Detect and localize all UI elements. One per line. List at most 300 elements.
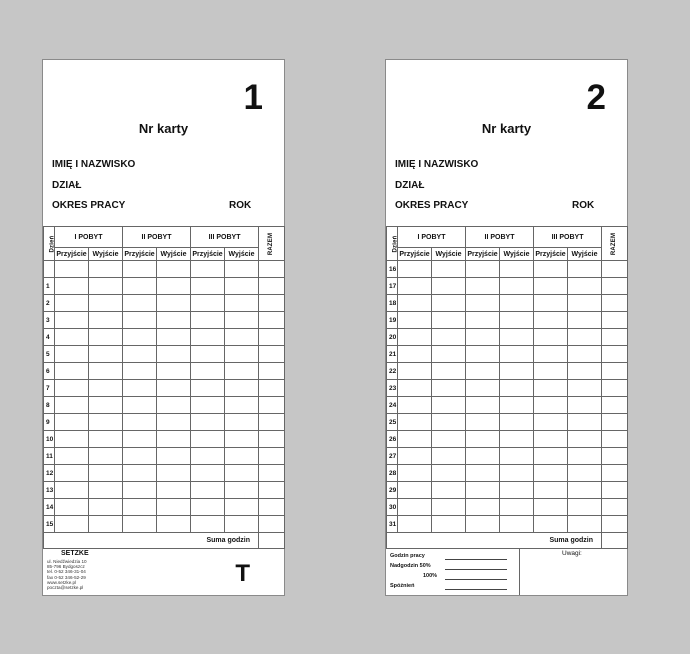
time-entry-cell[interactable] xyxy=(89,499,123,516)
time-entry-cell[interactable] xyxy=(191,329,225,346)
time-entry-cell[interactable] xyxy=(466,329,500,346)
time-entry-cell[interactable] xyxy=(55,465,89,482)
time-entry-cell[interactable] xyxy=(259,295,285,312)
time-entry-cell[interactable] xyxy=(55,329,89,346)
stay-header: II POBYT xyxy=(123,227,191,248)
time-card-1 xyxy=(42,59,285,596)
time-entry-cell[interactable] xyxy=(191,346,225,363)
address-line: ul. Niedźwiedzia 10 xyxy=(47,559,87,564)
exit-time-header: Wyjście xyxy=(432,248,466,261)
time-entry-cell[interactable] xyxy=(466,482,500,499)
time-entry-cell[interactable] xyxy=(466,431,500,448)
time-entry-cell[interactable] xyxy=(568,363,602,380)
time-entry-cell[interactable] xyxy=(568,499,602,516)
day-number: 22 xyxy=(387,363,398,380)
time-entry-cell[interactable] xyxy=(432,312,466,329)
stay-header: III POBYT xyxy=(534,227,602,248)
time-entry-cell[interactable] xyxy=(398,414,432,431)
time-entry-cell[interactable] xyxy=(398,261,432,278)
time-entry-cell[interactable] xyxy=(259,346,285,363)
time-entry-cell[interactable] xyxy=(466,363,500,380)
time-entry-cell[interactable] xyxy=(259,380,285,397)
year-field-label: ROK xyxy=(229,200,252,211)
card-number: 2 xyxy=(586,78,606,117)
time-entry-cell[interactable] xyxy=(123,516,157,533)
time-entry-cell[interactable] xyxy=(534,431,568,448)
time-entry-cell[interactable] xyxy=(534,414,568,431)
time-entry-cell[interactable] xyxy=(602,278,628,295)
attendance-table xyxy=(43,226,285,549)
time-entry-cell[interactable] xyxy=(602,414,628,431)
time-entry-cell[interactable] xyxy=(500,312,534,329)
day-number: 24 xyxy=(387,397,398,414)
time-entry-cell[interactable] xyxy=(432,516,466,533)
time-entry-cell[interactable] xyxy=(157,312,191,329)
work-period-field-label: OKRES PRACY xyxy=(395,200,469,211)
time-entry-cell[interactable] xyxy=(89,312,123,329)
day-number: 25 xyxy=(387,414,398,431)
time-entry-cell[interactable] xyxy=(500,261,534,278)
time-entry-cell[interactable] xyxy=(191,312,225,329)
entry-time-header: Przyjście xyxy=(55,248,89,261)
time-entry-cell[interactable] xyxy=(55,414,89,431)
hours-summary-box xyxy=(386,548,520,595)
time-entry-cell[interactable] xyxy=(89,516,123,533)
time-entry-cell[interactable] xyxy=(398,397,432,414)
entry-time-header: Przyjście xyxy=(398,248,432,261)
time-entry-cell[interactable] xyxy=(157,380,191,397)
time-entry-cell[interactable] xyxy=(534,312,568,329)
overtime-50-label: Nadgodzin 50% xyxy=(390,563,431,569)
time-entry-cell[interactable] xyxy=(432,431,466,448)
time-entry-cell[interactable] xyxy=(55,431,89,448)
time-entry-cell[interactable] xyxy=(55,499,89,516)
year-field-label: ROK xyxy=(572,200,595,211)
time-entry-cell[interactable] xyxy=(534,465,568,482)
day-number: 21 xyxy=(387,346,398,363)
day-number: 15 xyxy=(44,516,55,533)
time-entry-cell[interactable] xyxy=(602,465,628,482)
time-entry-cell[interactable] xyxy=(466,465,500,482)
time-entry-cell[interactable] xyxy=(123,346,157,363)
time-entry-cell[interactable] xyxy=(55,363,89,380)
time-entry-cell[interactable] xyxy=(466,499,500,516)
time-entry-cell[interactable] xyxy=(568,465,602,482)
time-entry-cell[interactable] xyxy=(602,329,628,346)
time-entry-cell[interactable] xyxy=(568,312,602,329)
day-number: 14 xyxy=(44,499,55,516)
form-letter-mark: T xyxy=(235,560,250,587)
day-number: 28 xyxy=(387,465,398,482)
time-entry-cell[interactable] xyxy=(225,329,259,346)
time-entry-cell[interactable] xyxy=(225,482,259,499)
day-number: 12 xyxy=(44,465,55,482)
time-entry-cell[interactable] xyxy=(157,295,191,312)
time-entry-cell[interactable] xyxy=(398,482,432,499)
time-entry-cell[interactable] xyxy=(432,414,466,431)
time-entry-cell[interactable] xyxy=(225,465,259,482)
time-entry-cell[interactable] xyxy=(432,346,466,363)
name-field-label: IMIĘ I NAZWISKO xyxy=(52,159,136,170)
time-entry-cell[interactable] xyxy=(123,380,157,397)
time-entry-cell[interactable] xyxy=(225,363,259,380)
stay-header: I POBYT xyxy=(55,227,123,248)
blank-cell xyxy=(89,261,123,278)
time-entry-cell[interactable] xyxy=(191,363,225,380)
time-entry-cell[interactable] xyxy=(398,465,432,482)
time-entry-cell[interactable] xyxy=(89,346,123,363)
address-line: fax 0-52 346-52-29 xyxy=(47,574,86,580)
time-entry-cell[interactable] xyxy=(534,329,568,346)
day-number: 5 xyxy=(44,346,55,363)
time-entry-cell[interactable] xyxy=(500,397,534,414)
time-entry-cell[interactable] xyxy=(602,431,628,448)
time-entry-cell[interactable] xyxy=(466,261,500,278)
time-entry-cell[interactable] xyxy=(191,499,225,516)
sum-hours-cell[interactable] xyxy=(259,533,285,549)
day-number: 18 xyxy=(387,295,398,312)
time-entry-cell[interactable] xyxy=(89,431,123,448)
address-line: tel. 0-52 346-31-04 xyxy=(47,569,86,575)
late-label: Spóźnień xyxy=(390,583,415,589)
day-number: 3 xyxy=(44,312,55,329)
time-entry-cell[interactable] xyxy=(534,278,568,295)
time-entry-cell[interactable] xyxy=(123,278,157,295)
time-entry-cell[interactable] xyxy=(500,295,534,312)
time-entry-cell[interactable] xyxy=(568,380,602,397)
time-entry-cell[interactable] xyxy=(432,278,466,295)
time-entry-cell[interactable] xyxy=(259,499,285,516)
time-entry-cell[interactable] xyxy=(55,516,89,533)
card-footer xyxy=(43,548,284,595)
time-entry-cell[interactable] xyxy=(500,465,534,482)
blank-cell xyxy=(191,261,225,278)
exit-time-header: Wyjście xyxy=(157,248,191,261)
time-entry-cell[interactable] xyxy=(259,397,285,414)
time-entry-cell[interactable] xyxy=(259,363,285,380)
day-number: 2 xyxy=(44,295,55,312)
time-entry-cell[interactable] xyxy=(500,329,534,346)
time-entry-cell[interactable] xyxy=(432,482,466,499)
time-entry-cell[interactable] xyxy=(432,363,466,380)
department-field-label: DZIAŁ xyxy=(52,180,82,191)
stay-header: II POBYT xyxy=(466,227,534,248)
day-number: 26 xyxy=(387,431,398,448)
time-entry-cell[interactable] xyxy=(432,499,466,516)
time-entry-cell[interactable] xyxy=(534,397,568,414)
day-number: 31 xyxy=(387,516,398,533)
time-entry-cell[interactable] xyxy=(89,363,123,380)
time-entry-cell[interactable] xyxy=(225,346,259,363)
day-number: 6 xyxy=(44,363,55,380)
time-entry-cell[interactable] xyxy=(398,431,432,448)
time-entry-cell[interactable] xyxy=(157,346,191,363)
time-entry-cell[interactable] xyxy=(55,380,89,397)
day-number: 8 xyxy=(44,397,55,414)
time-entry-cell[interactable] xyxy=(89,278,123,295)
stay-header: I POBYT xyxy=(398,227,466,248)
time-entry-cell[interactable] xyxy=(225,414,259,431)
time-entry-cell[interactable] xyxy=(466,397,500,414)
time-entry-cell[interactable] xyxy=(500,380,534,397)
sum-hours-label: Suma godzin xyxy=(44,533,259,549)
time-entry-cell[interactable] xyxy=(89,329,123,346)
work-period-field-label: OKRES PRACY xyxy=(52,200,126,211)
time-entry-cell[interactable] xyxy=(225,397,259,414)
time-entry-cell[interactable] xyxy=(225,516,259,533)
time-entry-cell[interactable] xyxy=(398,346,432,363)
time-entry-cell[interactable] xyxy=(259,278,285,295)
exit-time-header: Wyjście xyxy=(568,248,602,261)
time-entry-cell[interactable] xyxy=(225,295,259,312)
time-entry-cell[interactable] xyxy=(123,397,157,414)
time-entry-cell[interactable] xyxy=(398,363,432,380)
day-column-header: Dzień xyxy=(44,227,55,261)
time-entry-cell[interactable] xyxy=(157,465,191,482)
total-column-header: RAZEM xyxy=(259,227,285,261)
time-entry-cell[interactable] xyxy=(398,295,432,312)
time-entry-cell[interactable] xyxy=(191,397,225,414)
entry-time-header: Przyjście xyxy=(191,248,225,261)
time-entry-cell[interactable] xyxy=(89,397,123,414)
time-entry-cell[interactable] xyxy=(568,261,602,278)
time-entry-cell[interactable] xyxy=(432,329,466,346)
address-line: 85-796 Bydgoszcz xyxy=(47,564,85,570)
time-entry-cell[interactable] xyxy=(466,295,500,312)
address-line: poczta@setzke.pl xyxy=(47,585,84,591)
overtime-100-label: 100% xyxy=(423,573,438,579)
time-entry-cell[interactable] xyxy=(398,380,432,397)
time-entry-cell[interactable] xyxy=(191,295,225,312)
time-entry-cell[interactable] xyxy=(55,278,89,295)
card-number-label: Nr karty xyxy=(481,121,532,136)
time-entry-cell[interactable] xyxy=(225,312,259,329)
time-entry-cell[interactable] xyxy=(568,482,602,499)
time-entry-cell[interactable] xyxy=(55,295,89,312)
time-entry-cell[interactable] xyxy=(500,516,534,533)
time-entry-cell[interactable] xyxy=(568,431,602,448)
time-entry-cell[interactable] xyxy=(534,295,568,312)
time-entry-cell[interactable] xyxy=(89,482,123,499)
time-entry-cell[interactable] xyxy=(259,329,285,346)
time-entry-cell[interactable] xyxy=(398,516,432,533)
time-entry-cell[interactable] xyxy=(534,363,568,380)
time-entry-cell[interactable] xyxy=(191,516,225,533)
time-entry-cell[interactable] xyxy=(500,431,534,448)
exit-time-header: Wyjście xyxy=(89,248,123,261)
time-entry-cell[interactable] xyxy=(89,448,123,465)
time-entry-cell[interactable] xyxy=(55,397,89,414)
time-entry-cell[interactable] xyxy=(432,261,466,278)
time-entry-cell[interactable] xyxy=(123,465,157,482)
time-entry-cell[interactable] xyxy=(89,295,123,312)
time-entry-cell[interactable] xyxy=(534,516,568,533)
time-entry-cell[interactable] xyxy=(157,278,191,295)
time-entry-cell[interactable] xyxy=(157,363,191,380)
time-entry-cell[interactable] xyxy=(123,312,157,329)
time-entry-cell[interactable] xyxy=(225,278,259,295)
time-entry-cell[interactable] xyxy=(534,482,568,499)
time-entry-cell[interactable] xyxy=(398,312,432,329)
time-entry-cell[interactable] xyxy=(123,363,157,380)
time-entry-cell[interactable] xyxy=(89,465,123,482)
time-entry-cell[interactable] xyxy=(123,295,157,312)
time-entry-cell[interactable] xyxy=(602,482,628,499)
time-entry-cell[interactable] xyxy=(568,414,602,431)
time-entry-cell[interactable] xyxy=(568,448,602,465)
time-entry-cell[interactable] xyxy=(568,295,602,312)
time-entry-cell[interactable] xyxy=(602,312,628,329)
time-entry-cell[interactable] xyxy=(398,329,432,346)
blank-cell xyxy=(157,261,191,278)
time-entry-cell[interactable] xyxy=(55,312,89,329)
time-entry-cell[interactable] xyxy=(55,346,89,363)
time-entry-cell[interactable] xyxy=(568,278,602,295)
time-entry-cell[interactable] xyxy=(191,380,225,397)
day-number: 19 xyxy=(387,312,398,329)
time-entry-cell[interactable] xyxy=(157,329,191,346)
time-entry-cell[interactable] xyxy=(500,448,534,465)
time-entry-cell[interactable] xyxy=(432,448,466,465)
day-number: 11 xyxy=(44,448,55,465)
time-entry-cell[interactable] xyxy=(432,397,466,414)
time-entry-cell[interactable] xyxy=(123,431,157,448)
day-number: 30 xyxy=(387,499,398,516)
time-entry-cell[interactable] xyxy=(534,448,568,465)
time-entry-cell[interactable] xyxy=(398,278,432,295)
time-entry-cell[interactable] xyxy=(432,295,466,312)
day-number: 4 xyxy=(44,329,55,346)
time-entry-cell[interactable] xyxy=(89,414,123,431)
time-entry-cell[interactable] xyxy=(225,380,259,397)
time-entry-cell[interactable] xyxy=(157,397,191,414)
time-entry-cell[interactable] xyxy=(500,278,534,295)
time-entry-cell[interactable] xyxy=(259,448,285,465)
time-entry-cell[interactable] xyxy=(602,346,628,363)
time-entry-cell[interactable] xyxy=(225,499,259,516)
time-entry-cell[interactable] xyxy=(191,465,225,482)
day-number: 17 xyxy=(387,278,398,295)
time-entry-cell[interactable] xyxy=(123,448,157,465)
time-entry-cell[interactable] xyxy=(157,431,191,448)
exit-time-header: Wyjście xyxy=(500,248,534,261)
time-entry-cell[interactable] xyxy=(534,380,568,397)
time-entry-cell[interactable] xyxy=(534,261,568,278)
exit-time-header: Wyjście xyxy=(225,248,259,261)
time-entry-cell[interactable] xyxy=(500,346,534,363)
time-entry-cell[interactable] xyxy=(534,346,568,363)
time-entry-cell[interactable] xyxy=(157,414,191,431)
time-entry-cell[interactable] xyxy=(191,431,225,448)
time-entry-cell[interactable] xyxy=(466,448,500,465)
time-entry-cell[interactable] xyxy=(602,295,628,312)
time-entry-cell[interactable] xyxy=(466,414,500,431)
time-entry-cell[interactable] xyxy=(259,482,285,499)
time-entry-cell[interactable] xyxy=(259,431,285,448)
time-entry-cell[interactable] xyxy=(534,499,568,516)
entry-time-header: Przyjście xyxy=(534,248,568,261)
time-entry-cell[interactable] xyxy=(602,261,628,278)
time-entry-cell[interactable] xyxy=(568,329,602,346)
company-name: SETZKE xyxy=(61,550,89,557)
day-number: 23 xyxy=(387,380,398,397)
time-entry-cell[interactable] xyxy=(55,448,89,465)
blank-cell xyxy=(44,261,55,278)
time-entry-cell[interactable] xyxy=(500,499,534,516)
time-entry-cell[interactable] xyxy=(568,397,602,414)
time-entry-cell[interactable] xyxy=(432,465,466,482)
time-entry-cell[interactable] xyxy=(225,431,259,448)
department-field-label: DZIAŁ xyxy=(395,180,425,191)
time-entry-cell[interactable] xyxy=(602,516,628,533)
stay-header: III POBYT xyxy=(191,227,259,248)
time-entry-cell[interactable] xyxy=(259,516,285,533)
time-entry-cell[interactable] xyxy=(602,380,628,397)
time-entry-cell[interactable] xyxy=(602,363,628,380)
time-entry-cell[interactable] xyxy=(466,516,500,533)
time-entry-cell[interactable] xyxy=(191,278,225,295)
time-entry-cell[interactable] xyxy=(259,414,285,431)
card-number: 1 xyxy=(243,78,263,117)
time-entry-cell[interactable] xyxy=(500,482,534,499)
day-number: 1 xyxy=(44,278,55,295)
time-entry-cell[interactable] xyxy=(157,448,191,465)
address-line: www.setzke.pl xyxy=(47,579,77,585)
blank-cell xyxy=(123,261,157,278)
time-entry-cell[interactable] xyxy=(157,499,191,516)
time-entry-cell[interactable] xyxy=(466,380,500,397)
time-entry-cell[interactable] xyxy=(602,499,628,516)
name-field-label: IMIĘ I NAZWISKO xyxy=(395,159,479,170)
time-entry-cell[interactable] xyxy=(602,397,628,414)
time-entry-cell[interactable] xyxy=(123,482,157,499)
time-entry-cell[interactable] xyxy=(191,482,225,499)
day-number: 7 xyxy=(44,380,55,397)
time-entry-cell[interactable] xyxy=(602,448,628,465)
time-entry-cell[interactable] xyxy=(398,448,432,465)
time-entry-cell[interactable] xyxy=(191,448,225,465)
time-entry-cell[interactable] xyxy=(568,516,602,533)
time-entry-cell[interactable] xyxy=(89,380,123,397)
sum-hours-label: Suma godzin xyxy=(387,533,602,549)
day-number: 9 xyxy=(44,414,55,431)
time-entry-cell[interactable] xyxy=(466,346,500,363)
time-entry-cell[interactable] xyxy=(432,380,466,397)
time-entry-cell[interactable] xyxy=(157,516,191,533)
time-entry-cell[interactable] xyxy=(500,414,534,431)
time-entry-cell[interactable] xyxy=(225,448,259,465)
time-entry-cell[interactable] xyxy=(500,363,534,380)
time-entry-cell[interactable] xyxy=(55,482,89,499)
time-entry-cell[interactable] xyxy=(157,482,191,499)
time-entry-cell[interactable] xyxy=(259,465,285,482)
entry-time-header: Przyjście xyxy=(466,248,500,261)
time-entry-cell[interactable] xyxy=(123,329,157,346)
sum-hours-cell[interactable] xyxy=(602,533,628,549)
day-number: 27 xyxy=(387,448,398,465)
time-entry-cell[interactable] xyxy=(398,499,432,516)
late-line xyxy=(445,589,507,590)
time-entry-cell[interactable] xyxy=(259,312,285,329)
time-entry-cell[interactable] xyxy=(466,312,500,329)
time-entry-cell[interactable] xyxy=(568,346,602,363)
time-entry-cell[interactable] xyxy=(123,499,157,516)
time-entry-cell[interactable] xyxy=(466,278,500,295)
time-entry-cell[interactable] xyxy=(191,414,225,431)
time-entry-cell[interactable] xyxy=(123,414,157,431)
day-number: 10 xyxy=(44,431,55,448)
work-hours-line xyxy=(445,559,507,560)
